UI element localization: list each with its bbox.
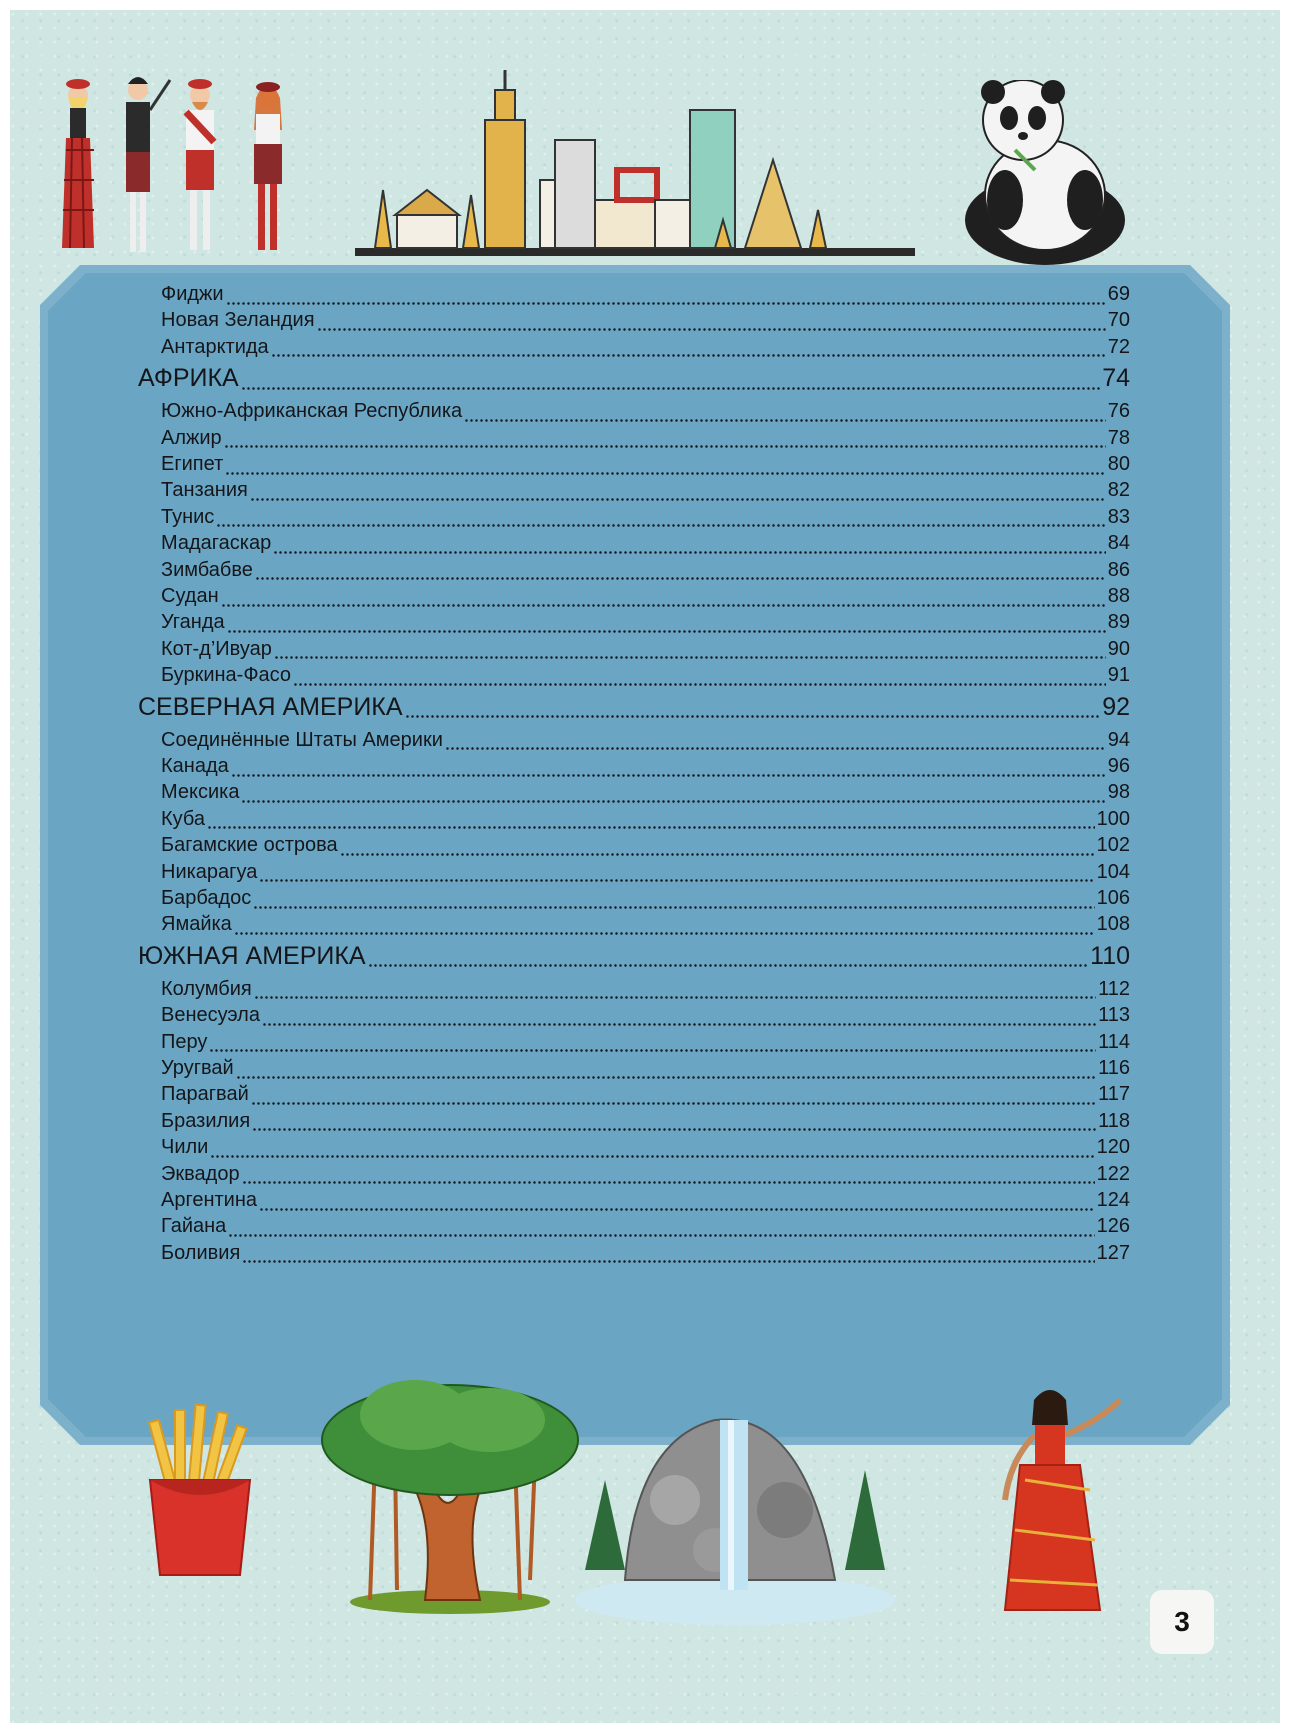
toc-section-label: АФРИКА: [138, 364, 239, 393]
toc-entry-label: Багамские острова: [161, 834, 338, 857]
toc-section-label: СЕВЕРНАЯ АМЕРИКА: [138, 692, 403, 721]
toc-page-number: 117: [1098, 1083, 1130, 1106]
toc-page-number: 89: [1107, 611, 1130, 634]
toc-page-number: 122: [1096, 1162, 1130, 1185]
toc-dot-leader: [231, 772, 1106, 778]
toc-entry-row: [161, 1110, 1130, 1138]
toc-dot-leader: [254, 995, 1096, 1001]
toc-section-label: ЮЖНАЯ АМЕРИКА: [138, 941, 366, 970]
banyan-tree-icon: [315, 1370, 585, 1620]
toc-entry-label: Куба: [161, 807, 205, 830]
toc-page-number: 104: [1096, 860, 1130, 883]
toc-entry-label: Алжир: [161, 426, 222, 449]
toc-dot-leader: [262, 1021, 1096, 1027]
toc-entry-label: Канада: [161, 755, 229, 777]
toc-page-number: 108: [1096, 913, 1130, 936]
toc-entry-label: Фиджи: [161, 283, 224, 305]
toc-page-number: 78: [1107, 426, 1130, 449]
toc-entry-label: Египет: [161, 453, 224, 475]
toc-dot-leader: [271, 353, 1106, 359]
toc-page-number: 98: [1107, 781, 1130, 804]
toc-entry-row: [161, 1004, 1130, 1032]
toc-page-number: 106: [1096, 887, 1130, 909]
toc-dot-leader: [368, 963, 1089, 969]
toc-entry-row: [161, 1031, 1130, 1059]
toc-entry-label: Танзания: [161, 479, 248, 502]
book-page: [10, 10, 1280, 1723]
toc-page-number: 69: [1107, 283, 1130, 305]
toc-dot-leader: [236, 1074, 1096, 1080]
toc-page-number: 90: [1107, 637, 1130, 660]
toc-dot-leader: [225, 470, 1105, 476]
toc-entry-row: [161, 808, 1130, 836]
toc-entry-label: Тунис: [161, 505, 215, 528]
toc-entry-label: Антарктида: [161, 335, 269, 358]
toc-page-number: 82: [1107, 479, 1130, 502]
toc-dot-leader: [207, 825, 1095, 831]
toc-dot-leader: [241, 798, 1105, 804]
toc-entry-label: Парагвай: [161, 1083, 249, 1106]
toc-entry-label: Никарагуа: [161, 860, 258, 883]
toc-page-number: 94: [1107, 728, 1130, 751]
toc-page-number: 76: [1107, 400, 1130, 423]
toc-entry-label: Колумбия: [161, 977, 252, 1000]
toc-entry-label: Южно-Африканская Республика: [161, 400, 463, 423]
toc-page-number: 127: [1096, 1241, 1130, 1264]
toc-page-number: 96: [1107, 755, 1130, 777]
toc-entry-row: [161, 400, 1130, 428]
toc-entry-label: Уругвай: [161, 1057, 234, 1079]
toc-dot-leader: [224, 444, 1106, 450]
toc-entry-row: [161, 427, 1130, 455]
toc-entry-label: Соединённые Штаты Америки: [161, 728, 443, 751]
toc-entry-label: Боливия: [161, 1241, 241, 1264]
toc-page-number: 100: [1096, 807, 1130, 830]
toc-entry-row: [161, 1189, 1130, 1217]
toc-page-number: 110: [1090, 941, 1130, 970]
toc-entry-row: [161, 506, 1130, 534]
toc-entry-label: Зимбабве: [161, 558, 253, 581]
toc-entry-row: [161, 834, 1130, 862]
toc-entry-row: [161, 585, 1130, 613]
toc-page-number: 118: [1098, 1109, 1130, 1132]
toc-dot-leader: [241, 385, 1100, 391]
toc-entry-label: Барбадос: [161, 887, 252, 909]
toc-dot-leader: [317, 326, 1106, 332]
toc-dot-leader: [227, 628, 1106, 634]
toc-page-number: 80: [1107, 453, 1130, 475]
toc-entry-row: [161, 664, 1130, 692]
toc-entry-row: [161, 638, 1130, 666]
toc-entry-row: [161, 1057, 1130, 1085]
toc-entry-label: Перу: [161, 1030, 208, 1053]
toc-entry-row: [161, 453, 1130, 481]
toc-dot-leader: [405, 714, 1101, 720]
toc-page-number: 126: [1096, 1215, 1130, 1238]
toc-page-number: 88: [1107, 585, 1130, 607]
toc-entry-label: Уганда: [161, 611, 225, 634]
toc-page-number: 112: [1098, 977, 1130, 1000]
toc-dot-leader: [274, 655, 1106, 661]
toc-entry-label: Мадагаскар: [161, 532, 272, 555]
toc-entry-label: Венесуэла: [161, 1004, 260, 1027]
toc-dot-leader: [234, 930, 1095, 936]
toc-entry-row: [161, 913, 1130, 941]
toc-dot-leader: [210, 1153, 1094, 1159]
toc-entry-row: [161, 309, 1130, 337]
toc-dot-leader: [445, 746, 1106, 752]
toc-page-number: 70: [1107, 309, 1130, 332]
toc-page-number: 86: [1107, 558, 1130, 581]
toc-entry-label: Новая Зеландия: [161, 309, 315, 332]
toc-dot-leader: [228, 1232, 1094, 1238]
toc-dot-leader: [221, 602, 1106, 608]
toc-page-number: 92: [1102, 692, 1130, 721]
toc-dot-leader: [251, 1100, 1096, 1106]
toc-entry-label: Эквадор: [161, 1162, 240, 1185]
toc-dot-leader: [216, 523, 1105, 529]
toc-entry-label: Аргентина: [161, 1189, 257, 1211]
toc-page-number: 91: [1107, 664, 1130, 687]
toc-entry-row: [161, 781, 1130, 809]
toc-dot-leader: [226, 300, 1106, 306]
toc-section-row: [138, 693, 1130, 725]
toc-entry-row: [161, 559, 1130, 587]
toc-entry-label: Ямайка: [161, 913, 232, 936]
indian-dancer-icon: [980, 1380, 1140, 1630]
toc-entry-row: [161, 755, 1130, 783]
toc-dot-leader: [273, 549, 1106, 555]
toc-dot-leader: [340, 851, 1095, 857]
toc-dot-leader: [252, 1127, 1096, 1133]
toc-dot-leader: [293, 681, 1106, 687]
page-number: 3: [1150, 1590, 1214, 1654]
toc-entry-row: [161, 479, 1130, 507]
toc-dot-leader: [464, 417, 1106, 423]
toc-entry-row: [161, 1083, 1130, 1111]
toc-entry-label: Чили: [161, 1136, 209, 1159]
toc-entry-row: [161, 336, 1130, 364]
toc-dot-leader: [242, 1180, 1095, 1186]
toc-entry-row: [161, 1136, 1130, 1164]
toc-section-row: [138, 364, 1130, 396]
toc-dot-leader: [253, 904, 1094, 910]
toc-entry-label: Кот-д’Ивуар: [161, 637, 272, 660]
toc-page-number: 74: [1102, 364, 1130, 393]
french-fries-icon: [130, 1400, 270, 1580]
toc-page-number: 124: [1096, 1189, 1130, 1211]
toc-page-number: 83: [1107, 505, 1130, 528]
toc-entry-row: [161, 887, 1130, 915]
toc-entry-row: [161, 729, 1130, 757]
toc-dot-leader: [255, 576, 1106, 582]
toc-page-number: 84: [1107, 532, 1130, 555]
toc-entry-label: Бразилия: [161, 1109, 251, 1132]
toc-entry-label: Буркина-Фасо: [161, 664, 292, 687]
toc-entry-row: [161, 532, 1130, 560]
toc-entry-row: [161, 283, 1130, 311]
toc-entry-row: [161, 1215, 1130, 1243]
toc-dot-leader: [242, 1259, 1094, 1265]
toc-dot-leader: [250, 496, 1106, 502]
waterfall-icon: [565, 1400, 895, 1630]
toc-entry-row: [161, 978, 1130, 1006]
toc-entry-row: [161, 1163, 1130, 1191]
toc-entry-row: [161, 611, 1130, 639]
toc-dot-leader: [259, 1206, 1095, 1212]
toc-section-row: [138, 942, 1130, 974]
toc-entry-row: [161, 861, 1130, 889]
toc-entry-label: Гайана: [161, 1215, 227, 1238]
toc-dot-leader: [259, 878, 1094, 884]
toc-entry-label: Мексика: [161, 781, 240, 804]
toc-page-number: 114: [1098, 1030, 1130, 1053]
toc-entry-label: Судан: [161, 585, 219, 607]
toc-entry-row: [161, 1242, 1130, 1270]
toc-page-number: 72: [1107, 335, 1130, 358]
toc-page-number: 102: [1096, 834, 1130, 857]
toc-page-number: 113: [1098, 1004, 1130, 1027]
toc-page-number: 116: [1098, 1057, 1130, 1079]
toc-dot-leader: [209, 1048, 1096, 1054]
toc-page-number: 120: [1096, 1136, 1130, 1159]
